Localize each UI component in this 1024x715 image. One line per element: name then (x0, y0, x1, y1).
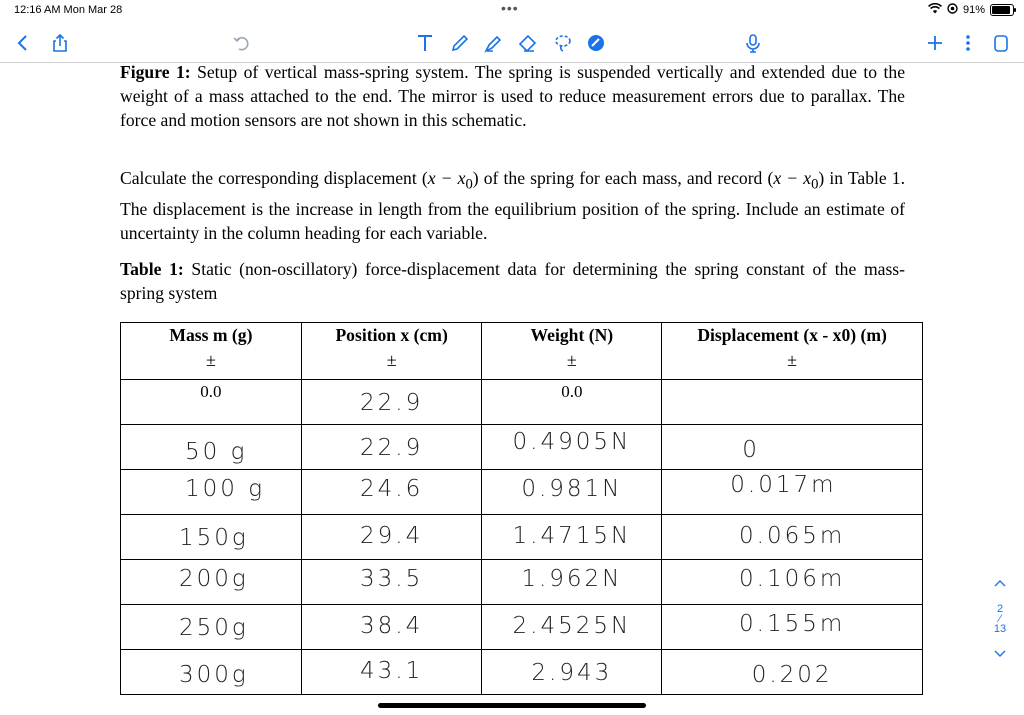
cell-displacement: 0.202 (662, 650, 923, 695)
cell-mass: 100 g (121, 470, 302, 515)
cell-position: 29.4 (301, 515, 482, 560)
cell-mass: 0.0 (121, 380, 302, 425)
chevron-down-icon[interactable] (990, 649, 1010, 662)
text-tool-icon[interactable] (412, 30, 438, 56)
cell-weight: 2.943 (482, 650, 662, 695)
table-header-row (121, 323, 923, 380)
table-caption (120, 257, 905, 305)
page-navigator (990, 578, 1010, 662)
cell-position: 38.4 (301, 605, 482, 650)
instruction-paragraph (120, 166, 905, 245)
table-row (121, 605, 923, 650)
status-time: 12:16 AM Mon Mar 28 (14, 4, 123, 16)
pages-icon[interactable] (988, 30, 1014, 56)
table-row (121, 380, 923, 425)
formula-sub-b: 0 (811, 176, 819, 193)
formula-sub-a: 0 (465, 176, 473, 193)
highlighter-tool-icon[interactable] (481, 30, 507, 56)
table-caption-text: Static (non-oscillatory) force-displacement data for determining the spring constant of the mass-spring system (120, 259, 906, 303)
cell-weight: 1.962N (482, 560, 662, 605)
cell-weight: 0.981N (482, 470, 662, 515)
wifi-icon (928, 3, 942, 17)
cell-weight: 0.0 (482, 380, 662, 425)
cell-weight: 0.4905N (482, 425, 662, 470)
cell-mass: 200g (121, 560, 302, 605)
table-row (121, 515, 923, 560)
status-right (928, 3, 1014, 17)
home-indicator[interactable] (378, 703, 646, 708)
toolbar (0, 22, 1024, 63)
status-bar (0, 0, 1024, 22)
figure-text: Setup of vertical mass-spring system. The spring is suspended vertically and extended due to the weight of a mass attached to the end. The mirror is used to reduce measurement errors due to parallax. The force and motion sensors are not shown in this schematic. (120, 62, 906, 130)
figure-label: Figure 1: (120, 62, 191, 82)
header-weight: Weight (N) ± (482, 323, 662, 380)
cell-position: 33.5 (301, 560, 482, 605)
share-icon[interactable] (47, 30, 73, 56)
battery-percent: 91% (962, 4, 985, 16)
cell-displacement: 0.017m (662, 470, 923, 515)
instruction-text-1: Calculate the corresponding displacement ( (120, 168, 428, 188)
table-row (121, 650, 923, 695)
pen-tool-icon[interactable] (447, 30, 473, 56)
battery-icon (990, 4, 1014, 16)
more-icon[interactable] (955, 30, 981, 56)
cell-displacement: 0.155m (662, 605, 923, 650)
cell-position: 24.6 (301, 470, 482, 515)
cell-position: 43.1 (301, 650, 482, 695)
eraser-tool-icon[interactable] (515, 30, 541, 56)
cell-position: 22.9 (301, 425, 482, 470)
add-icon[interactable] (922, 30, 948, 56)
cell-displacement: 0.065m (662, 515, 923, 560)
instruction-text-2: ) of the spring for each mass, and record ( (472, 168, 774, 188)
header-displacement: Displacement (x - x0) (m) ± (662, 323, 923, 380)
figure-caption (120, 60, 905, 132)
table-label: Table 1: (120, 259, 184, 279)
cell-mass: 150g (121, 515, 302, 560)
header-mass: Mass m (g) ± (121, 323, 302, 380)
document-page[interactable] (0, 63, 1024, 715)
header-position: Position x (cm) ± (301, 323, 482, 380)
current-page-number: 2 (996, 603, 1004, 615)
data-table (120, 322, 923, 695)
cell-mass: 50 g (121, 425, 302, 470)
cell-position: 22.9 (301, 380, 482, 425)
total-pages-number: 13 (993, 623, 1007, 635)
cell-weight: 2.4525N (482, 605, 662, 650)
table-row (121, 425, 923, 470)
instruction-text-3: ) in Table 1. The displacement is the increase in length from the equilibrium position of the spring. Include an estimate of uncertainty in the column heading for each variable. (120, 168, 905, 243)
cell-displacement: 0 (662, 425, 923, 470)
lasso-tool-icon[interactable] (550, 30, 576, 56)
multitask-dots[interactable]: ••• (501, 0, 519, 16)
table-row (121, 560, 923, 605)
formula-x-minus-x0-a: x − x (427, 168, 466, 188)
formula-x-minus-x0-b: x − x (773, 168, 812, 188)
cell-displacement: 0.106m (662, 560, 923, 605)
page-separator: ⁄ (999, 613, 1001, 625)
location-icon (947, 3, 958, 17)
back-icon[interactable] (10, 30, 36, 56)
table-row (121, 470, 923, 515)
microphone-icon[interactable] (740, 30, 766, 56)
undo-icon[interactable] (229, 30, 255, 56)
shapes-tool-icon[interactable] (583, 30, 609, 56)
cell-mass: 250g (121, 605, 302, 650)
chevron-up-icon[interactable] (990, 578, 1010, 591)
cell-displacement (662, 380, 923, 425)
cell-weight: 1.4715N (482, 515, 662, 560)
cell-mass: 300g (121, 650, 302, 695)
